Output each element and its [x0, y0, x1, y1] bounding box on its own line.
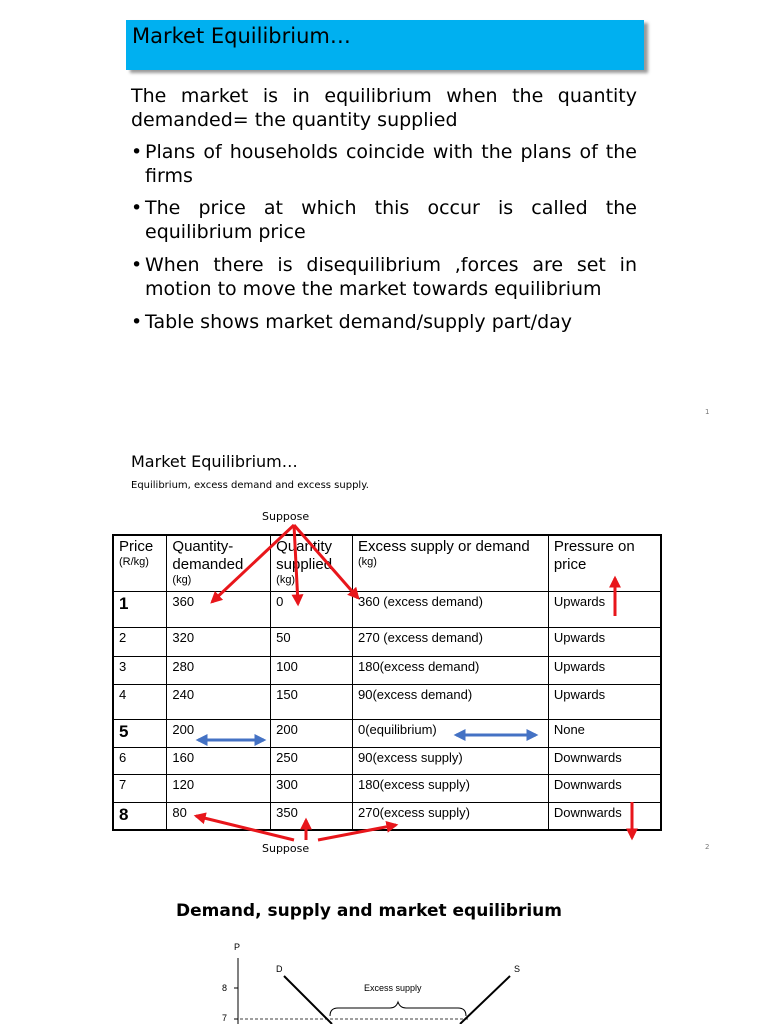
bullet-marker: •: [131, 141, 143, 163]
table-cell: Upwards: [548, 627, 661, 656]
slide2-page-number: 2: [705, 843, 710, 851]
header-cell: Excess supply or demand (kg): [352, 535, 548, 591]
table-cell: 4: [113, 684, 167, 719]
header-cell: Price (R/kg): [113, 535, 167, 591]
slide3-title: Demand, supply and market equilibrium: [176, 901, 562, 921]
suppose-label-bottom: Suppose: [262, 842, 310, 855]
table-cell: 120: [167, 774, 271, 802]
slide2-subtitle: Equilibrium, excess demand and excess supply.: [131, 480, 369, 491]
bullet-text: When there is disequilibrium ,forces are set in motion to move the market towards equilibrium: [145, 254, 637, 300]
bullet-text: Plans of households coincide with the plans of the firms: [145, 141, 637, 187]
table-cell: 8: [113, 802, 167, 830]
table-cell: 100: [271, 656, 353, 684]
table-cell: 6: [113, 747, 167, 774]
table-cell: 250: [271, 747, 353, 774]
table-cell: Downwards: [548, 774, 661, 802]
excess-supply-brace: [330, 1002, 466, 1016]
table-cell: 360: [167, 591, 271, 627]
table-cell: 200: [167, 719, 271, 747]
table-cell: 320: [167, 627, 271, 656]
header-cell: Pressure on price: [548, 535, 661, 591]
table-cell: 240: [167, 684, 271, 719]
table-cell: 1: [113, 591, 167, 627]
table-cell: 90(excess supply): [352, 747, 548, 774]
table-cell: 0(equilibrium): [352, 719, 548, 747]
header-cell: Quantity supplied (kg): [271, 535, 353, 591]
table-cell: 280: [167, 656, 271, 684]
table-cell: 150: [271, 684, 353, 719]
slide1-page-number: 1: [705, 408, 710, 416]
slide1-title: Market Equilibrium…: [132, 24, 351, 48]
table-cell: 3: [113, 656, 167, 684]
table-cell: 200: [271, 719, 353, 747]
tick-8-label: 8: [222, 983, 228, 993]
table-cell: 2: [113, 627, 167, 656]
header-cell: Quantity-demanded (kg): [167, 535, 271, 591]
table-cell: 360 (excess demand): [352, 591, 548, 627]
tick-7-label: 7: [222, 1013, 228, 1023]
bullet-marker: •: [131, 254, 143, 276]
table-cell: 50: [271, 627, 353, 656]
table-cell: 90(excess demand): [352, 684, 548, 719]
suppose-label-top: Suppose: [262, 510, 310, 523]
bullet-marker: •: [131, 197, 143, 219]
table-cell: 7: [113, 774, 167, 802]
slide1-intro: The market is in equilibrium when the quantity demanded= the quantity supplied: [131, 85, 637, 131]
supply-curve: [460, 976, 510, 1024]
table-cell: 5: [113, 719, 167, 747]
demand-curve: [284, 976, 332, 1024]
table-cell: Downwards: [548, 802, 661, 830]
table-cell: 180(excess demand): [352, 656, 548, 684]
supply-label: S: [514, 964, 521, 974]
table-cell: 350: [271, 802, 353, 830]
slide2-title: Market Equilibrium…: [131, 452, 298, 471]
table-cell: Upwards: [548, 591, 661, 627]
table-cell: 0: [271, 591, 353, 627]
bullet-text: The price at which this occur is called the equilibrium price: [145, 197, 637, 243]
p-axis-label: P: [234, 942, 241, 952]
table-cell: 270 (excess demand): [352, 627, 548, 656]
table-cell: 160: [167, 747, 271, 774]
table-cell: Upwards: [548, 684, 661, 719]
table-cell: 80: [167, 802, 271, 830]
table-cell: Upwards: [548, 656, 661, 684]
table-cell: 180(excess supply): [352, 774, 548, 802]
table-cell: Downwards: [548, 747, 661, 774]
bullet-text: Table shows market demand/supply part/day: [145, 311, 573, 333]
table-cell: 270(excess supply): [352, 802, 548, 830]
table-cell: None: [548, 719, 661, 747]
bullet-marker: •: [131, 311, 143, 333]
demand-label: D: [276, 964, 283, 974]
excess-supply-label: Excess supply: [364, 983, 422, 993]
table-cell: 300: [271, 774, 353, 802]
